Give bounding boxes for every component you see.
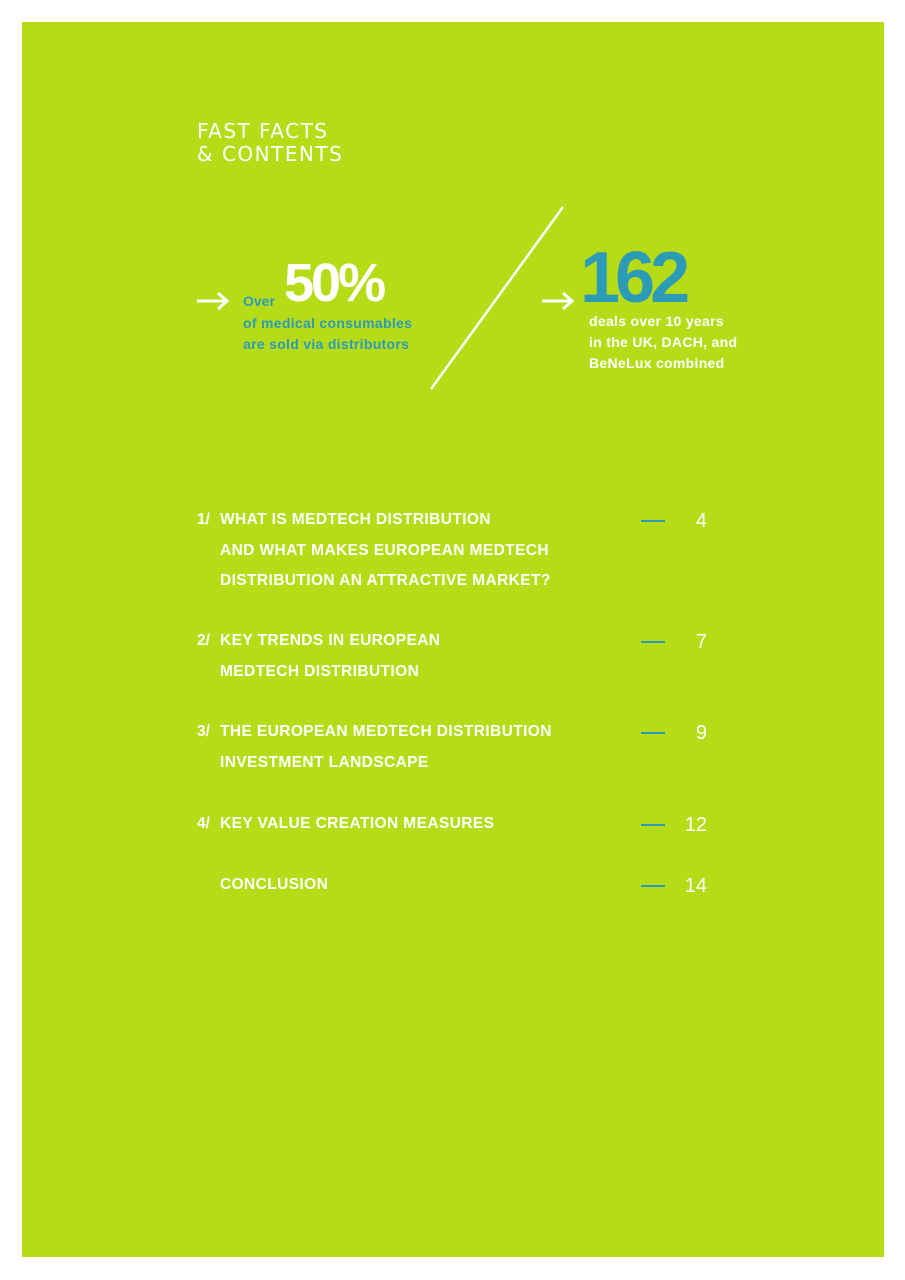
toc-title-line: INVESTMENT LANDSCAPE xyxy=(220,753,429,771)
toc-title xyxy=(220,505,551,597)
arrow-right-icon xyxy=(541,291,577,311)
toc-item[interactable] xyxy=(197,809,717,841)
toc-item[interactable] xyxy=(197,717,717,779)
toc-title-line: THE EUROPEAN MEDTECH DISTRIBUTION xyxy=(220,723,552,740)
page-title xyxy=(197,120,343,166)
toc-page-number: 4 xyxy=(695,510,707,532)
toc-number: 1/ xyxy=(197,511,210,528)
toc-title-line: CONCLUSION xyxy=(220,876,329,893)
fact1-description xyxy=(243,313,412,355)
toc-page-number: 12 xyxy=(684,814,707,836)
toc-title-line: WHAT IS MEDTECH DISTRIBUTION xyxy=(220,511,491,528)
toc-title-line: KEY TRENDS IN EUROPEAN xyxy=(220,632,441,649)
fact2-line-1: deals over 10 years xyxy=(589,313,724,329)
fact1-value: 50% xyxy=(284,253,384,313)
toc-page-number: 7 xyxy=(695,631,707,653)
toc-number: 3/ xyxy=(197,723,210,740)
toc-title xyxy=(220,809,494,840)
toc-page-number: 9 xyxy=(695,722,707,744)
toc-title-line: DISTRIBUTION AN ATTRACTIVE MARKET? xyxy=(220,572,551,589)
fact2-line-3: BeNeLux combined xyxy=(589,355,725,371)
toc-title xyxy=(220,717,552,778)
toc-dash xyxy=(641,520,665,522)
fact1-line-1: of medical consumables xyxy=(243,315,413,331)
toc-number: 2/ xyxy=(197,632,210,649)
toc-dash xyxy=(641,641,665,643)
title-line-2: & CONTENTS xyxy=(197,142,344,166)
toc-title-line: AND WHAT MAKES EUROPEAN MEDTECH xyxy=(220,541,549,559)
fact2-value: 162 xyxy=(580,238,686,318)
toc-item[interactable] xyxy=(197,626,717,688)
toc-number: 4/ xyxy=(197,815,210,832)
toc-title xyxy=(220,870,328,901)
fact1-line-2: are sold via distributors xyxy=(243,336,410,352)
toc-title xyxy=(220,626,440,687)
fact1-prefix: Over xyxy=(243,293,275,309)
fact2-description xyxy=(589,311,737,374)
toc-dash xyxy=(641,824,665,826)
arrow-right-icon xyxy=(196,291,232,311)
toc-title-line: MEDTECH DISTRIBUTION xyxy=(220,662,420,680)
toc-dash xyxy=(641,732,665,734)
title-line-1: FAST FACTS xyxy=(197,119,329,143)
fact2-line-2: in the UK, DACH, and xyxy=(589,334,738,350)
toc-title-line: KEY VALUE CREATION MEASURES xyxy=(220,815,495,832)
toc-dash xyxy=(641,885,665,887)
toc-item[interactable] xyxy=(197,505,717,597)
toc-page-number: 14 xyxy=(684,875,707,897)
toc-item[interactable] xyxy=(197,870,717,902)
